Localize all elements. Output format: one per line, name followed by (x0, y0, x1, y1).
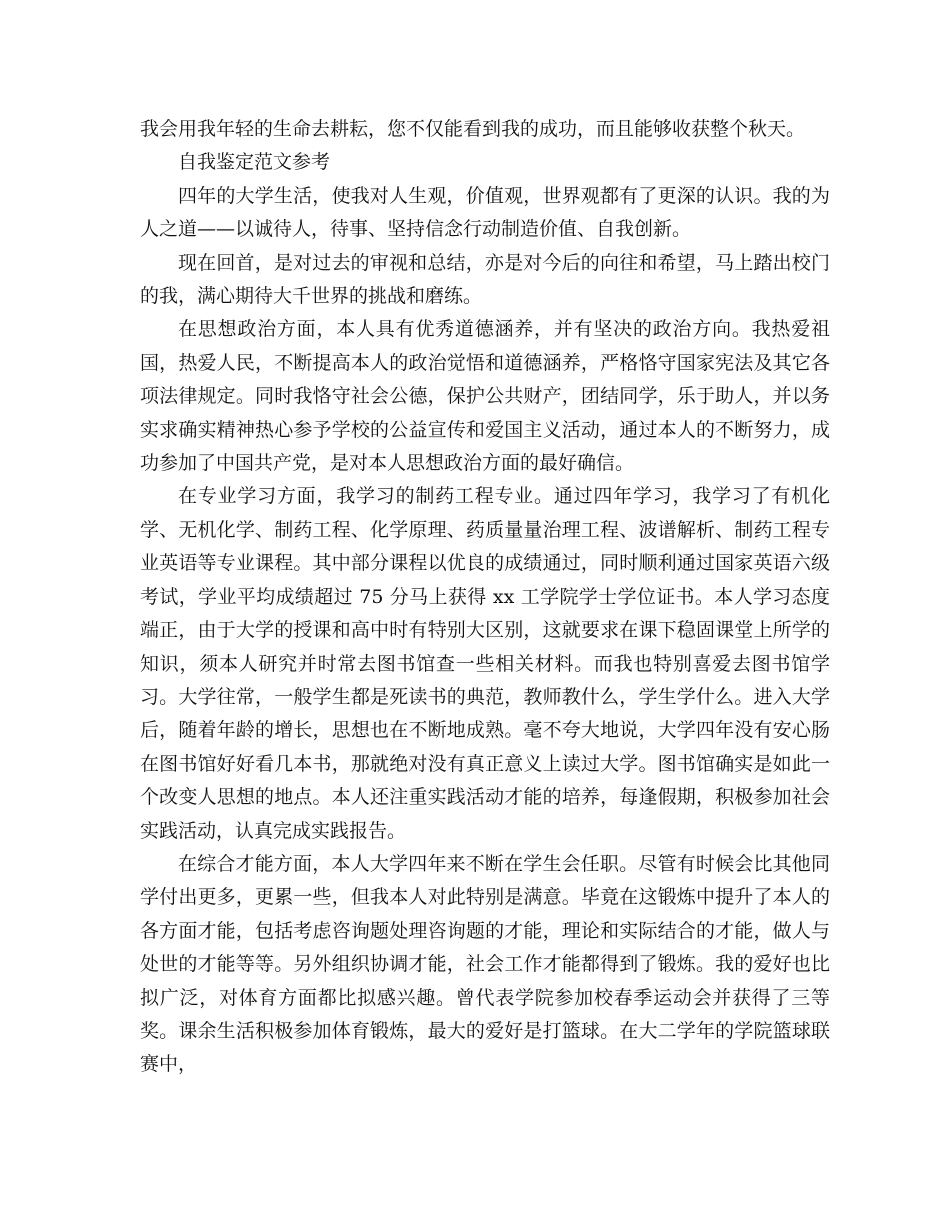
paragraph-abilities: 在综合才能方面，本人大学四年来不断在学生会任职。尽管有时候会比其他同学付出更多，更累一些，但我本人对此特别是满意。毕竟在这锻炼中提升了本人的各方面才能，包括考虑咨询题处理咨询题的才能，理论和实际结合的才能，做人与处世的才能等等。另外组织协调才能，社会工作才能都得到了锻炼。我的爱好也比拟广泛，对体育方面都比拟感兴趣。曾代表学院参加校春季运动会并获得了三等奖。课余生活积极参加体育锻炼，最大的爱好是打篮球。在大二学年的学院篮球联赛中， (140, 852, 830, 1076)
paragraph-intro: 四年的大学生活，使我对人生观，价值观，世界观都有了更深的认识。我的为人之道——以诚待人，待事、坚持信念行动制造价值、自我创新。 (140, 184, 830, 241)
section-heading: 自我鉴定范文参考 (178, 151, 331, 174)
paragraph-closing-line: 我会用我年轻的生命去耕耘，您不仅能看到我的成功，而且能够收获整个秋天。 (140, 118, 806, 140)
paragraph-reflection: 现在回首，是对过去的审视和总结，亦是对今后的向往和希望，马上踏出校门的我，满心期待大千世界的挑战和磨练。 (140, 251, 830, 308)
paragraph-political: 在思想政治方面，本人具有优秀道德涵养，并有坚决的政治方向。我热爱祖国，热爱人民，不断提高本人的政治觉悟和道德涵养，严格恪守国家宪法及其它各项法律规定。同时我恪守社会公德，保护公共财产，团结同学，乐于助人，并以务实求确实精神热心参予学校的公益宣传和爱国主义活动，通过本人的不断努力，成功参加了中国共产党，是对本人思想政治方面的最好确信。 (140, 318, 830, 475)
document-body (140, 113, 830, 1082)
paragraph-academic: 在专业学习方面，我学习的制药工程专业。通过四年学习，我学习了有机化学、无机化学、制药工程、化学原理、药质量量治理工程、波谱解析、制药工程专业英语等专业课程。其中部分课程以优良的成绩通过，同时顺利通过国家英语六级考试，学业平均成绩超过 75 分马上获得 xx 工学院学士学位证书。本人学习态度端正，由于大学的授课和高中时有特别大区别，这就要求在课下稳固课堂上所学的知识，须本人研究并时常去图书馆查一些相关材料。而我也特别喜爱去图书馆学习。大学往常，一般学生都是死读书的典范，教师教什么，学生学什么。进入大学后，随着年龄的增长，思想也在不断地成熟。毫不夸大地说，大学四年没有安心肠在图书馆好好看几本书，那就绝对没有真正意义上读过大学。图书馆确实是如此一个改变人思想的地点。本人还注重实践活动才能的培养，每逢假期，积极参加社会实践活动，认真完成实践报告。 (140, 485, 830, 842)
